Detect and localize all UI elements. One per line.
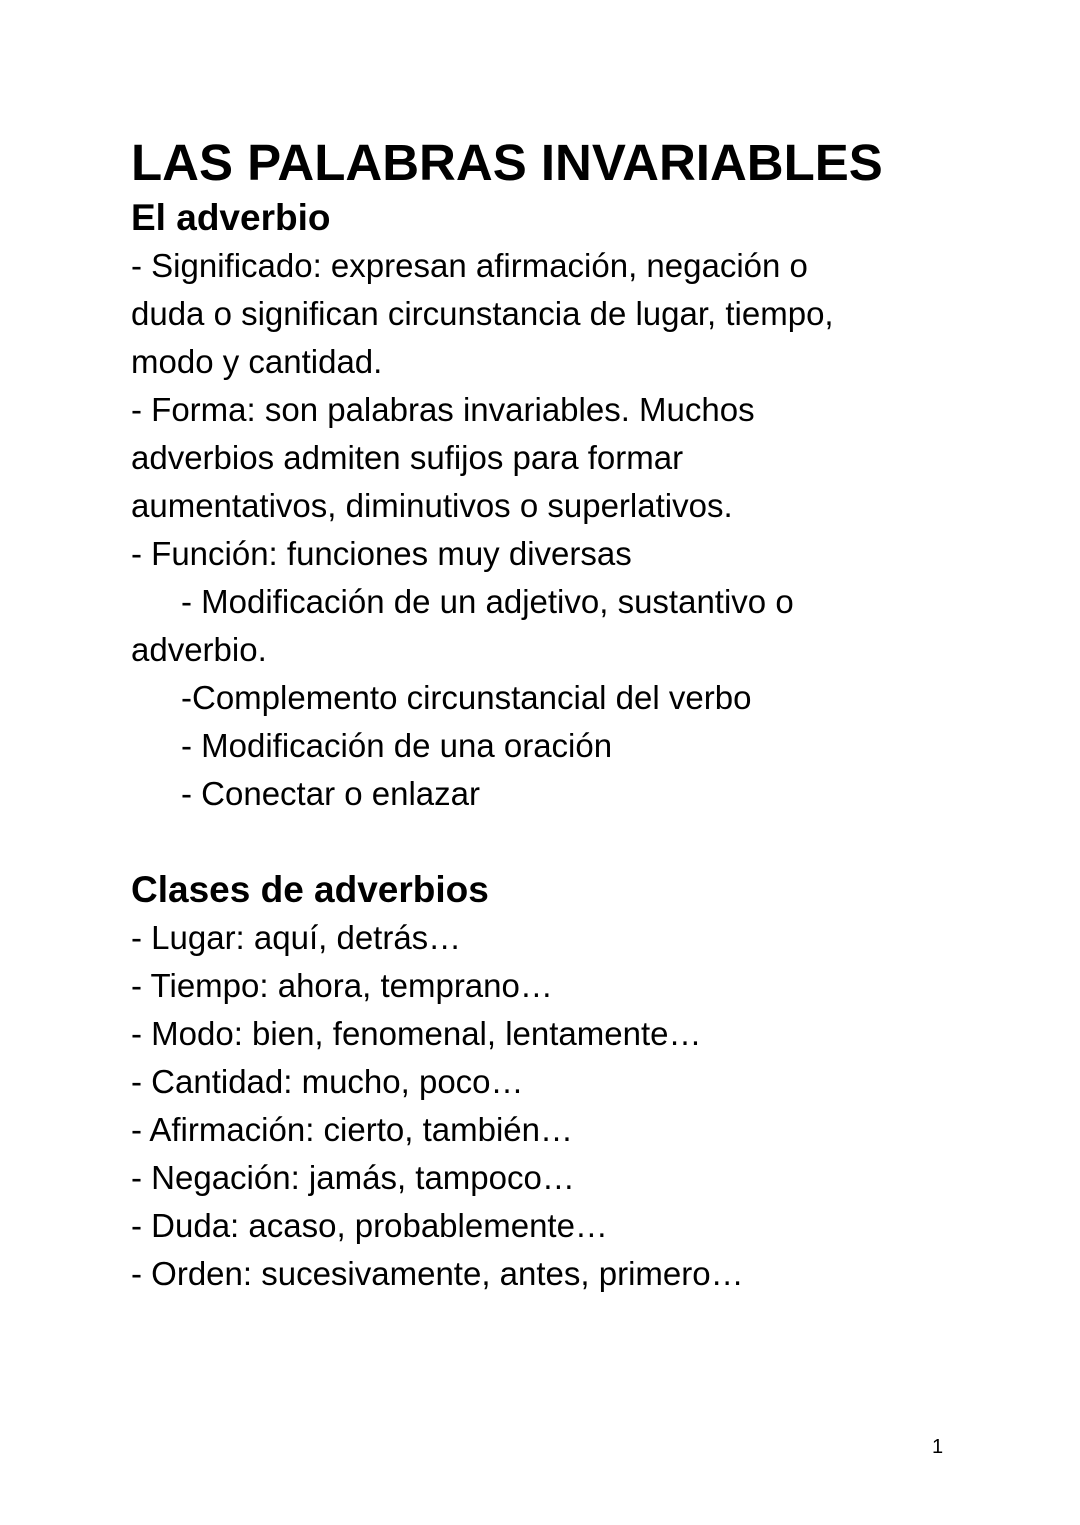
page-number: 1 [932, 1436, 944, 1458]
text-line-indented: - Conectar o enlazar [181, 775, 480, 812]
text-line: aumentativos, diminutivos o superlativos. [131, 487, 733, 524]
text-line: - Forma: son palabras invariables. Muchos [131, 391, 755, 428]
text-line-indented: - Modificación de una oración [181, 727, 613, 764]
list-item: - Negación: jamás, tampoco… [131, 1159, 575, 1196]
section-spacer [131, 818, 951, 866]
list-item: - Cantidad: mucho, poco… [131, 1063, 524, 1100]
text-line-indented: - Modificación de un adjetivo, sustantivo o [181, 583, 794, 620]
text-line: modo y cantidad. [131, 343, 383, 380]
document-title: LAS PALABRAS INVARIABLES [131, 134, 883, 191]
list-item: - Lugar: aquí, detrás… [131, 919, 462, 956]
list-item: - Orden: sucesivamente, antes, primero… [131, 1255, 744, 1292]
text-line-indented: -Complemento circunstancial del verbo [181, 679, 752, 716]
text-line: adverbio. [131, 631, 267, 668]
text-line: adverbios admiten sufijos para formar [131, 439, 684, 476]
document-page [131, 132, 951, 1298]
list-item: - Modo: bien, fenomenal, lentamente… [131, 1015, 702, 1052]
section-heading-adverbio: El adverbio [131, 197, 331, 238]
text-line: - Significado: expresan afirmación, negación o [131, 247, 808, 284]
list-item: - Tiempo: ahora, temprano… [131, 967, 553, 1004]
text-line: duda o significan circunstancia de lugar, tiempo, [131, 295, 834, 332]
text-line: - Función: funciones muy diversas [131, 535, 632, 572]
list-item: - Duda: acaso, probablemente… [131, 1207, 608, 1244]
list-item: - Afirmación: cierto, también… [131, 1111, 573, 1148]
section-heading-clases: Clases de adverbios [131, 869, 489, 910]
